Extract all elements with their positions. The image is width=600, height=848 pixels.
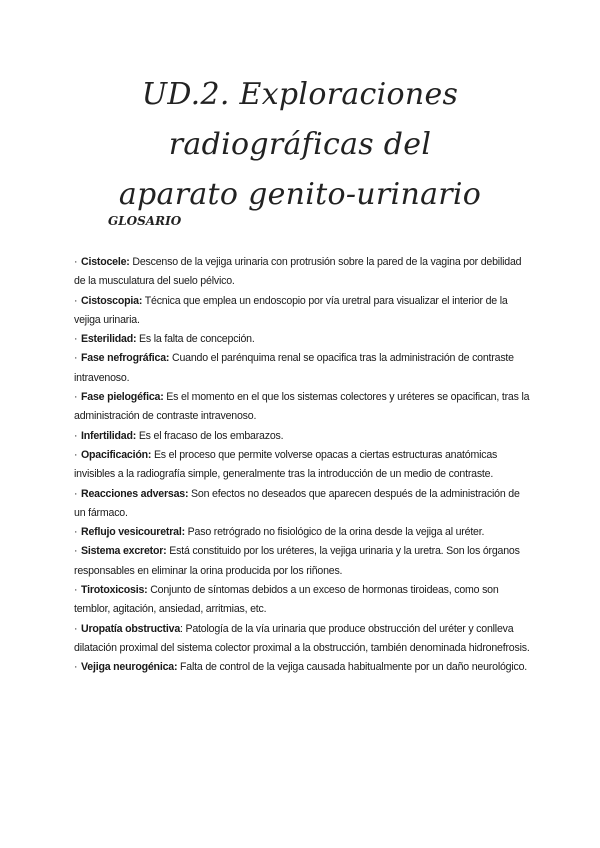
glossary-term: Reacciones adversas: (81, 487, 189, 500)
document-title (40, 70, 560, 220)
glossary-entry (74, 427, 532, 446)
glossary-definition: Técnica que emplea un endoscopio por vía uretral para visualizar el interior de la vejiga urinaria. (74, 294, 508, 326)
glossary-definition: Son efectos no deseados que aparecen después de la administración de un fármaco. (74, 487, 520, 519)
glossary-term: Sistema excretor: (81, 545, 167, 558)
glossary-entry (74, 349, 532, 388)
glossary-term: Reflujo vesicouretral: (81, 526, 185, 539)
bullet-icon: · (74, 487, 78, 500)
glossary-definition: : Patología de la vía urinaria que produce obstrucción del uréter y conlleva dilatación proximal del sistema colector proximal a la obstrucción, también denominada hidronefrosis. (74, 622, 530, 654)
glossary-entry (74, 253, 532, 292)
bullet-icon: · (74, 333, 78, 346)
glossary-term: Infertilidad: (81, 429, 137, 442)
bullet-icon: · (74, 526, 78, 539)
bullet-icon: · (74, 584, 78, 597)
glossary-definition: Conjunto de síntomas debidos a un exceso de hormonas tiroideas, como son temblor, agitación, ansiedad, arritmias, etc. (74, 584, 499, 616)
glossary-definition: Paso retrógrado no fisiológico de la orina desde la vejiga al uréter. (184, 526, 485, 539)
glossary-definition: Está constituido por los uréteres, la vejiga urinaria y la uretra. Son los órganos responsables en eliminar la orina producida por los riñones. (74, 545, 520, 577)
glossary-term: Cistocele: (81, 256, 130, 268)
glossary-entry (74, 446, 532, 485)
glossary-entry (74, 292, 532, 331)
glossary-entry (74, 658, 532, 677)
glossary-entry (74, 388, 532, 427)
bullet-icon: · (74, 256, 78, 268)
glossary-entry (74, 523, 532, 542)
glossary-definition: Es el proceso que permite volverse opacas a ciertas estructuras anatómicas invisibles a la radiografía simple, generalmente tras la introducción de un medio de contraste. (74, 448, 498, 481)
bullet-icon: · (74, 545, 78, 558)
bullet-icon: · (74, 661, 78, 674)
glossary-term: Uropatía obstructiva (81, 622, 181, 635)
glossary-entry (74, 620, 532, 659)
glossary-term: Esterilidad: (81, 333, 137, 346)
glossary-term: Opacificación: (81, 448, 152, 461)
bullet-icon: · (74, 294, 78, 307)
glossary-entry (74, 330, 532, 349)
title-line-1: UD.2. Exploraciones radiográficas del (141, 77, 459, 162)
glossary-term: Tirotoxicosis: (81, 584, 148, 597)
glossary-entry (74, 581, 532, 620)
glossary-definition: Cuando el parénquima renal se opacifica tras la administración de contraste intravenoso. (74, 352, 514, 384)
glossary-definition: Es el fracaso de los embarazos. (136, 429, 284, 442)
glossary-entry (74, 542, 532, 581)
bullet-icon: · (74, 429, 78, 442)
glossary-term: Fase nefrográfica: (81, 352, 170, 365)
glossary-term: Cistoscopia: (81, 294, 143, 307)
glossary-term: Vejiga neurogénica: (81, 661, 178, 674)
section-heading-glosario: GLOSARIO (108, 214, 182, 228)
bullet-icon: · (74, 622, 78, 635)
glossary-definition: Es la falta de concepción. (136, 333, 255, 346)
bullet-icon: · (74, 391, 78, 404)
glossary-term: Fase pielogéfica: (81, 391, 164, 404)
glossary-entry (74, 485, 532, 524)
glossary-definition: Descenso de la vejiga urinaria con protrusión sobre la pared de la vagina por debilidad de la musculatura del suelo pélvico. (74, 256, 522, 288)
glossary-definition: Es el momento en el que los sistemas colectores y uréteres se opacifican, tras la administración de contraste intravenoso. (74, 391, 530, 423)
bullet-icon: · (74, 448, 78, 461)
title-line-2: aparato genito-urinario (118, 177, 482, 212)
glossary-list (74, 253, 532, 678)
glossary-definition: Falta de control de la vejiga causada habitualmente por un daño neurológico. (177, 661, 528, 674)
bullet-icon: · (74, 352, 78, 365)
